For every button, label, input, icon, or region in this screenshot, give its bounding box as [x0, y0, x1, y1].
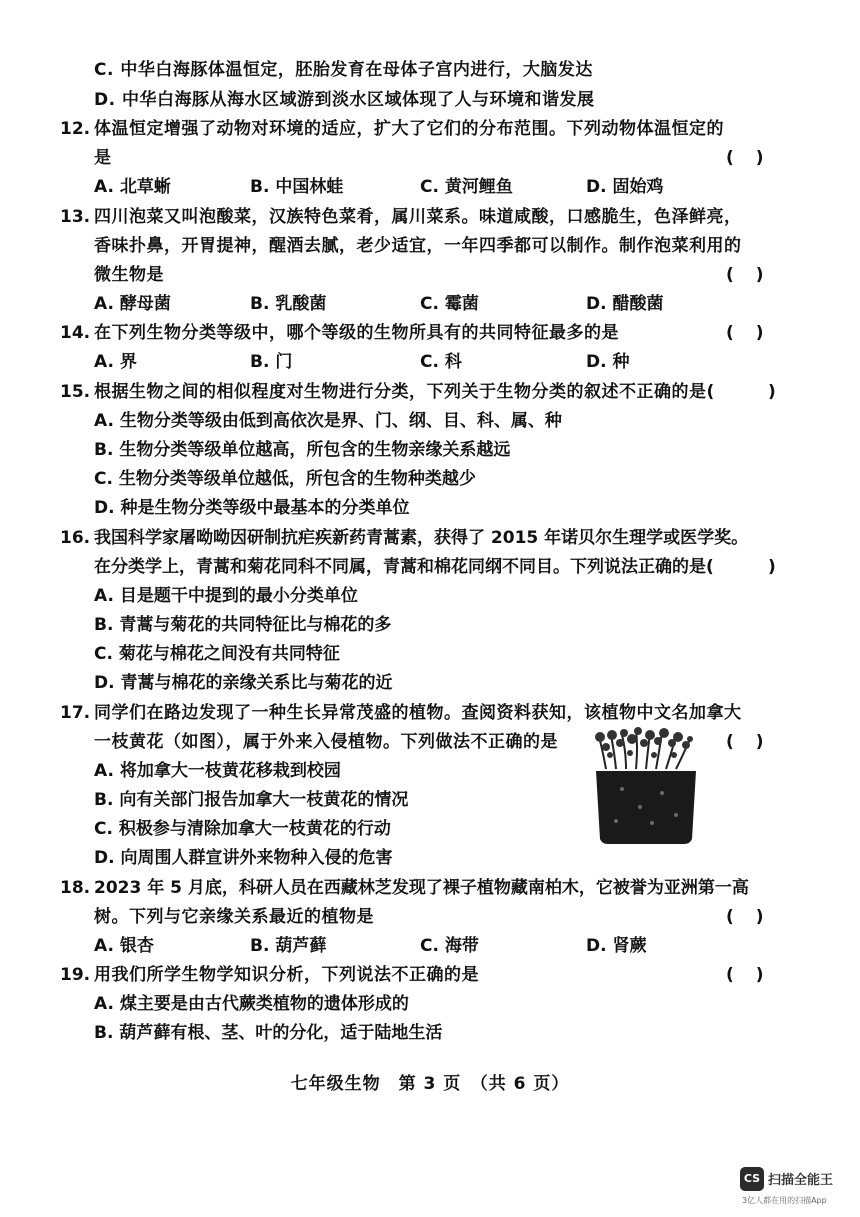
q15-option-a: A. 生物分类等级由低到高依次是界、门、纲、目、科、属、种 — [94, 411, 562, 431]
q16-answer-paren-close: ) — [768, 557, 776, 577]
q13-option-a: A. 酵母菌 — [94, 294, 171, 314]
q16-stem-line1: 我国科学家屠呦呦因研制抗疟疾新药青蒿素，获得了 2015 年诺贝尔生理学或医学奖。 — [94, 528, 749, 548]
q16-option-c: C. 菊花与棉花之间没有共同特征 — [94, 644, 340, 664]
q14-option-c: C. 科 — [420, 352, 462, 372]
q19-answer-paren: () — [726, 965, 786, 985]
q18-stem-line2: 树。下列与它亲缘关系最近的植物是 — [94, 907, 374, 927]
prev-option-c: C. 中华白海豚体温恒定，胚胎发育在母体子宫内进行，大脑发达 — [94, 60, 593, 80]
q18-option-c: C. 海带 — [420, 936, 479, 956]
q12-answer-paren: () — [726, 148, 786, 168]
q19-stem-line1: 用我们所学生物学知识分析，下列说法不正确的是 — [94, 965, 479, 985]
q13-stem-line1: 四川泡菜又叫泡酸菜，汉族特色菜肴，属川菜系。味道咸酸，口感脆生，色泽鲜亮， — [94, 207, 742, 227]
q13-stem-line3: 微生物是 — [94, 265, 164, 285]
q12-stem-line1: 体温恒定增强了动物对环境的适应，扩大了它们的分布范围。下列动物体温恒定的 — [94, 119, 724, 139]
camscanner-logo-icon: CS — [740, 1167, 764, 1191]
q13-option-c: C. 霉菌 — [420, 294, 479, 314]
goldenrod-plant-image — [592, 727, 700, 845]
q15-number: 15. — [60, 382, 91, 402]
q13-answer-paren: () — [726, 265, 786, 285]
q17-option-c: C. 积极参与清除加拿大一枝黄花的行动 — [94, 819, 391, 839]
q12-option-d: D. 固始鸡 — [586, 177, 664, 197]
q18-option-b: B. 葫芦藓 — [250, 936, 327, 956]
q16-stem-line2: 在分类学上，青蒿和菊花同科不同属，青蒿和棉花同纲不同目。下列说法正确的是( — [94, 557, 714, 577]
q18-option-d: D. 肾蕨 — [586, 936, 647, 956]
scanner-watermark — [740, 1165, 850, 1209]
q19-option-a: A. 煤主要是由古代蕨类植物的遗体形成的 — [94, 994, 409, 1014]
q19-number: 19. — [60, 965, 91, 985]
q12-option-a: A. 北草蜥 — [94, 177, 171, 197]
prev-option-d: D. 中华白海豚从海水区域游到淡水区域体现了人与环境和谐发展 — [94, 90, 595, 110]
q17-option-d: D. 向周围人群宣讲外来物种入侵的危害 — [94, 848, 393, 868]
q15-answer-paren-close: ) — [768, 382, 776, 402]
q14-answer-paren: () — [726, 323, 786, 343]
q14-option-d: D. 种 — [586, 352, 630, 372]
q12-number: 12. — [60, 119, 91, 139]
q18-option-a: A. 银杏 — [94, 936, 154, 956]
q14-stem-line1: 在下列生物分类等级中，哪个等级的生物所具有的共同特征最多的是 — [94, 323, 619, 343]
q13-number: 13. — [60, 207, 91, 227]
q17-option-b: B. 向有关部门报告加拿大一枝黄花的情况 — [94, 790, 409, 810]
q15-option-c: C. 生物分类等级单位越低，所包含的生物种类越少 — [94, 469, 476, 489]
q17-option-a: A. 将加拿大一枝黄花移栽到校园 — [94, 761, 341, 781]
q17-stem-line2: 一枝黄花（如图），属于外来入侵植物。下列做法不正确的是 — [94, 732, 558, 752]
q13-option-d: D. 醋酸菌 — [586, 294, 664, 314]
q18-number: 18. — [60, 878, 91, 898]
q14-option-a: A. 界 — [94, 352, 137, 372]
q15-option-d: D. 种是生物分类等级中最基本的分类单位 — [94, 498, 410, 518]
q16-option-b: B. 青蒿与菊花的共同特征比与棉花的多 — [94, 615, 392, 635]
q17-answer-paren: () — [726, 732, 786, 752]
q13-stem-line2: 香味扑鼻，开胃提神，醒酒去腻，老少适宜，一年四季都可以制作。制作泡菜利用的 — [94, 236, 742, 256]
q16-option-a: A. 目是题干中提到的最小分类单位 — [94, 586, 358, 606]
q13-option-b: B. 乳酸菌 — [250, 294, 327, 314]
q14-number: 14. — [60, 323, 91, 343]
q15-stem-line1: 根据生物之间的相似程度对生物进行分类，下列关于生物分类的叙述不正确的是( — [94, 382, 715, 402]
q16-option-d: D. 青蒿与棉花的亲缘关系比与菊花的近 — [94, 673, 393, 693]
q16-number: 16. — [60, 528, 91, 548]
q19-option-b: B. 葫芦藓有根、茎、叶的分化，适于陆地生活 — [94, 1023, 443, 1043]
q14-option-b: B. 门 — [250, 352, 293, 372]
watermark-app-name: 扫描全能王 — [768, 1173, 834, 1188]
q12-option-c: C. 黄河鲤鱼 — [420, 177, 513, 197]
q17-stem-line1: 同学们在路边发现了一种生长异常茂盛的植物。查阅资料获知，该植物中文名加拿大 — [94, 703, 742, 723]
q18-answer-paren: () — [726, 907, 786, 927]
watermark-tagline: 3亿人都在用的扫描App — [742, 1196, 827, 1205]
page-footer: 七年级生物 第 3 页 （共 6 页） — [290, 1074, 570, 1094]
q12-option-b: B. 中国林蛙 — [250, 177, 344, 197]
q18-stem-line1: 2023 年 5 月底，科研人员在西藏林芝发现了裸子植物藏南柏木，它被誉为亚洲第一高 — [94, 878, 749, 898]
q17-number: 17. — [60, 703, 91, 723]
q12-stem-line2: 是 — [94, 148, 112, 168]
q15-option-b: B. 生物分类等级单位越高，所包含的生物亲缘关系越远 — [94, 440, 511, 460]
